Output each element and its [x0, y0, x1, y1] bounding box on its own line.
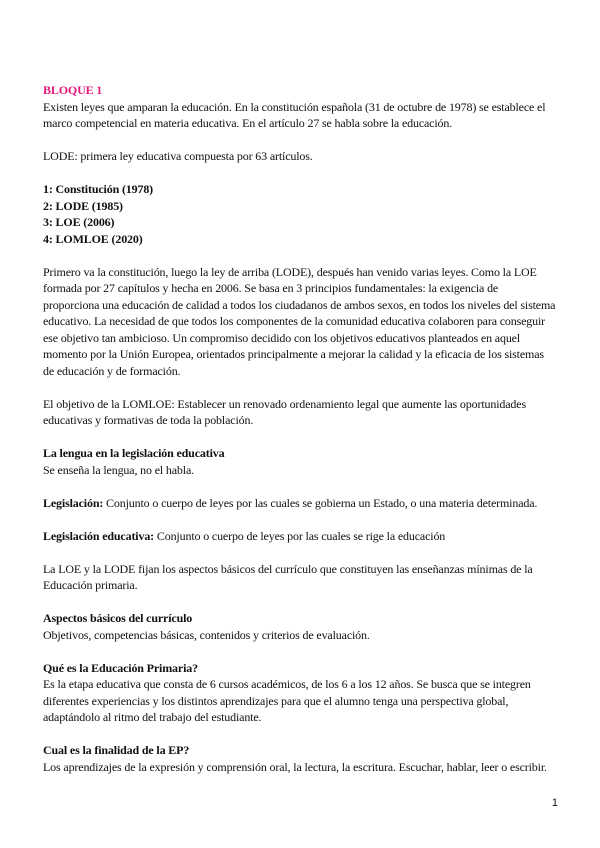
- purpose-heading: Cual es la finalidad de la EP?: [43, 743, 190, 757]
- educational-legislation-term: Legislación educativa:: [43, 528, 155, 543]
- block-title: BLOQUE 1: [43, 83, 103, 97]
- educational-legislation-text: Conjunto o cuerpo de leyes por las cuales se rige la educación: [154, 528, 446, 543]
- legislation-text: Conjunto o cuerpo de leyes por las cuales se gobierna un Estado, o una materia determinada.: [103, 495, 538, 510]
- list-item: 2: LODE (1985): [43, 198, 123, 213]
- language-heading: La lengua en la legislación educativa: [43, 446, 225, 460]
- legislation-definition: [43, 495, 557, 512]
- purpose-paragraph: Los aprendizajes de la expresión y comprensión oral, la lectura, la escritura. Escuchar, hablar, leer o escribir.: [43, 759, 547, 774]
- language-paragraph: Se enseña la lengua, no el habla.: [43, 462, 194, 477]
- primary-education-paragraph: Es la etapa educativa que consta de 6 cursos académicos, de los 6 a los 12 años. Se busca que se integren diferentes experiencias y los distintos aprendizajes para que el alumno tenga una perspectiva global, adaptándolo al ritmo del trabajo del estudiante.: [43, 677, 531, 724]
- loe-lode-paragraph: La LOE y la LODE fijan los aspectos básicos del currículo que constituyen las enseñanzas mínimas de la Educación primaria.: [43, 561, 533, 592]
- laws-list: [43, 181, 557, 247]
- history-paragraph: Primero va la constitución, luego la ley de arriba (LODE), después han venido varias leyes. Como la LOE formada por 27 capítulos y hecha en 2006. Se basa en 3 principios fundamentales: la exigencia de proporciona una educación de calidad a todos los ciudadanos de ambos sexos, en todos los niveles del sistema educativo. La necesidad de que todos los componentes de la comunidad educativa colaboren para conseguir ese objetivo tan ambicioso. Un compromiso decidido con los objetivos educativos planteados en aquel momento por la Unión Europea, orientados principalmente a mejorar la calidad y la eficacia de los sistemas de educación y de formación.: [43, 264, 556, 378]
- list-item: 3: LOE (2006): [43, 215, 115, 229]
- primary-education-heading: Qué es la Educación Primaria?: [43, 660, 198, 675]
- lode-paragraph: LODE: primera ley educativa compuesta por 63 artículos.: [43, 149, 313, 163]
- list-item: 1: Constitución (1978): [43, 182, 154, 196]
- legislation-term: Legislación:: [43, 495, 104, 510]
- educational-legislation-definition: [43, 528, 557, 545]
- intro-paragraph: Existen leyes que amparan la educación. En la constitución española (31 de octubre de 1978) se establece el marco competencial en materia educativa. En el artículo 27 se habla sobre la educación.: [43, 99, 546, 130]
- curriculum-heading: Aspectos básicos del currículo: [43, 611, 193, 625]
- curriculum-paragraph: Objetivos, competencias básicas, contenidos y criterios de evaluación.: [43, 627, 370, 642]
- list-item: 4: LOMLOE (2020): [43, 231, 143, 246]
- page-number: 1: [551, 797, 558, 809]
- lomloe-paragraph: El objetivo de la LOMLOE: Establecer un renovado ordenamiento legal que aumente las oportunidades educativas y formativas de toda la población.: [43, 396, 526, 427]
